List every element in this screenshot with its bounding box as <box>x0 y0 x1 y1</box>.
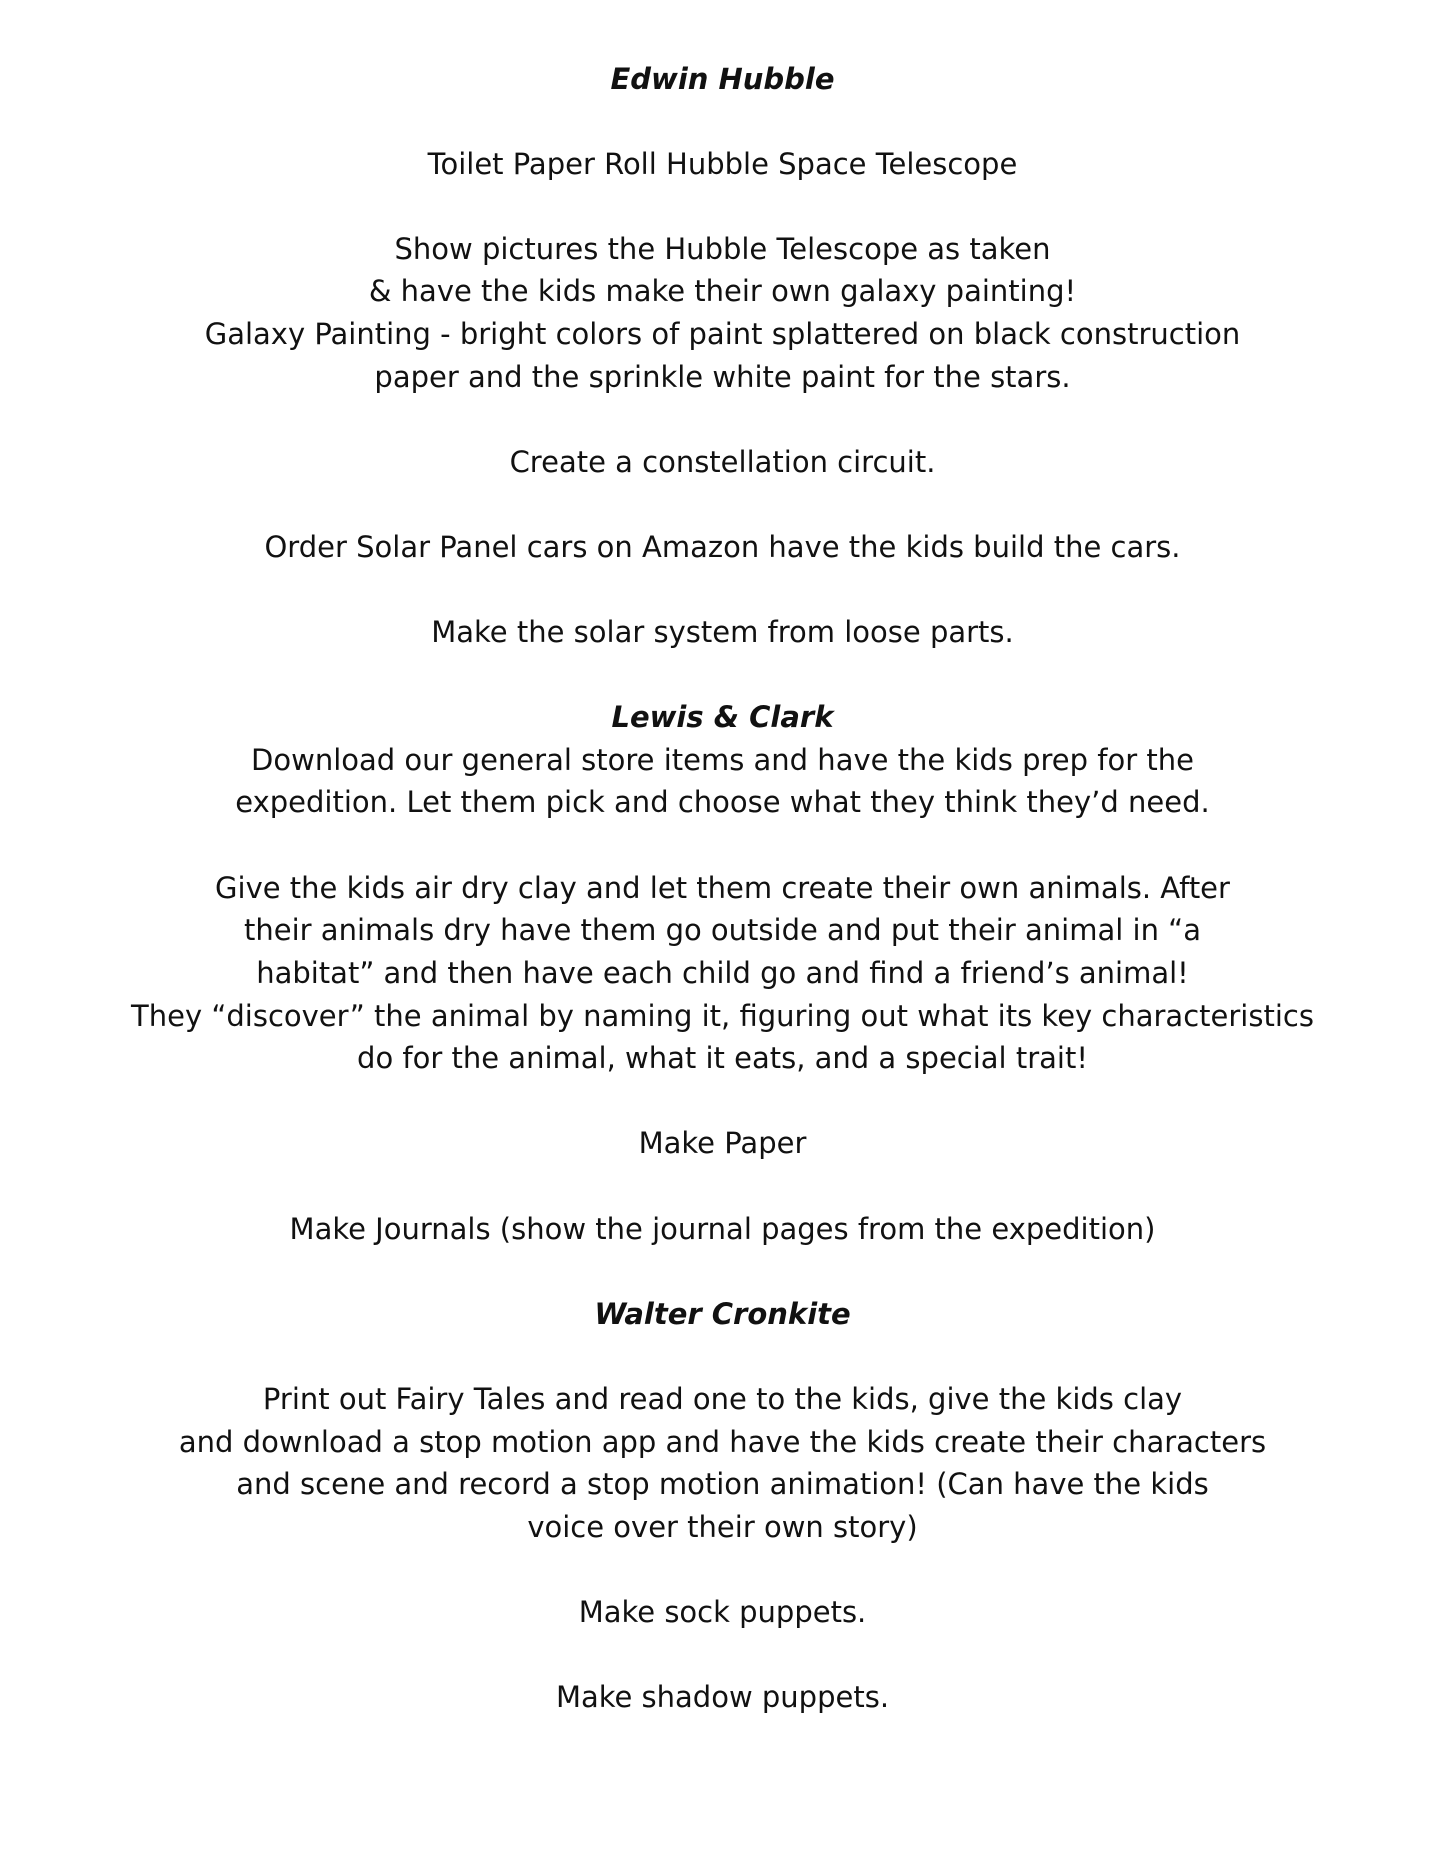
activity-line: Download our general store items and have the kids prep for the <box>251 743 1194 777</box>
activity-line: Make Journals (show the journal pages from the expedition) <box>289 1212 1156 1246</box>
activity-line: habitat” and then have each child go and find a friend’s animal! <box>256 956 1189 990</box>
activity-line: Create a constellation circuit. <box>509 445 936 479</box>
activity-line: expedition. Let them pick and choose what they think they’d need. <box>235 785 1210 819</box>
activity-line: their animals dry have them go outside and put their animal in “a <box>244 913 1201 947</box>
section-heading-lewis-clark: Lewis & Clark <box>611 700 834 734</box>
activity-line: Print out Fairy Tales and read one to the kids, give the kids clay <box>262 1382 1183 1416</box>
activity-line: Galaxy Painting - bright colors of paint splattered on black construction <box>204 317 1241 351</box>
activity-line: Make the solar system from loose parts. <box>431 615 1014 649</box>
activity-line: Make shadow puppets. <box>555 1680 890 1714</box>
section-heading-walter-cronkite: Walter Cronkite <box>594 1297 851 1331</box>
activity-line: Order Solar Panel cars on Amazon have the kids build the cars. <box>264 530 1181 564</box>
activity-line: paper and the sprinkle white paint for the stars. <box>374 360 1071 394</box>
activity-line: voice over their own story) <box>527 1510 918 1544</box>
activity-line: do for the animal, what it eats, and a special trait! <box>357 1041 1088 1075</box>
activity-line: They “discover” the animal by naming it, figuring out what its key characteristics <box>131 999 1314 1033</box>
section-heading-edwin-hubble: Edwin Hubble <box>610 62 835 96</box>
activity-line: and scene and record a stop motion animation! (Can have the kids <box>236 1467 1209 1501</box>
activity-line: Show pictures the Hubble Telescope as taken <box>394 232 1051 266</box>
activity-line: and download a stop motion app and have the kids create their characters <box>178 1425 1267 1459</box>
activity-line: Give the kids air dry clay and let them create their own animals. After <box>215 871 1230 905</box>
activity-line: & have the kids make their own galaxy painting! <box>368 274 1077 308</box>
activity-line: Toilet Paper Roll Hubble Space Telescope <box>427 147 1018 181</box>
activity-line: Make sock puppets. <box>578 1595 867 1629</box>
activity-line: Make Paper <box>638 1126 807 1160</box>
